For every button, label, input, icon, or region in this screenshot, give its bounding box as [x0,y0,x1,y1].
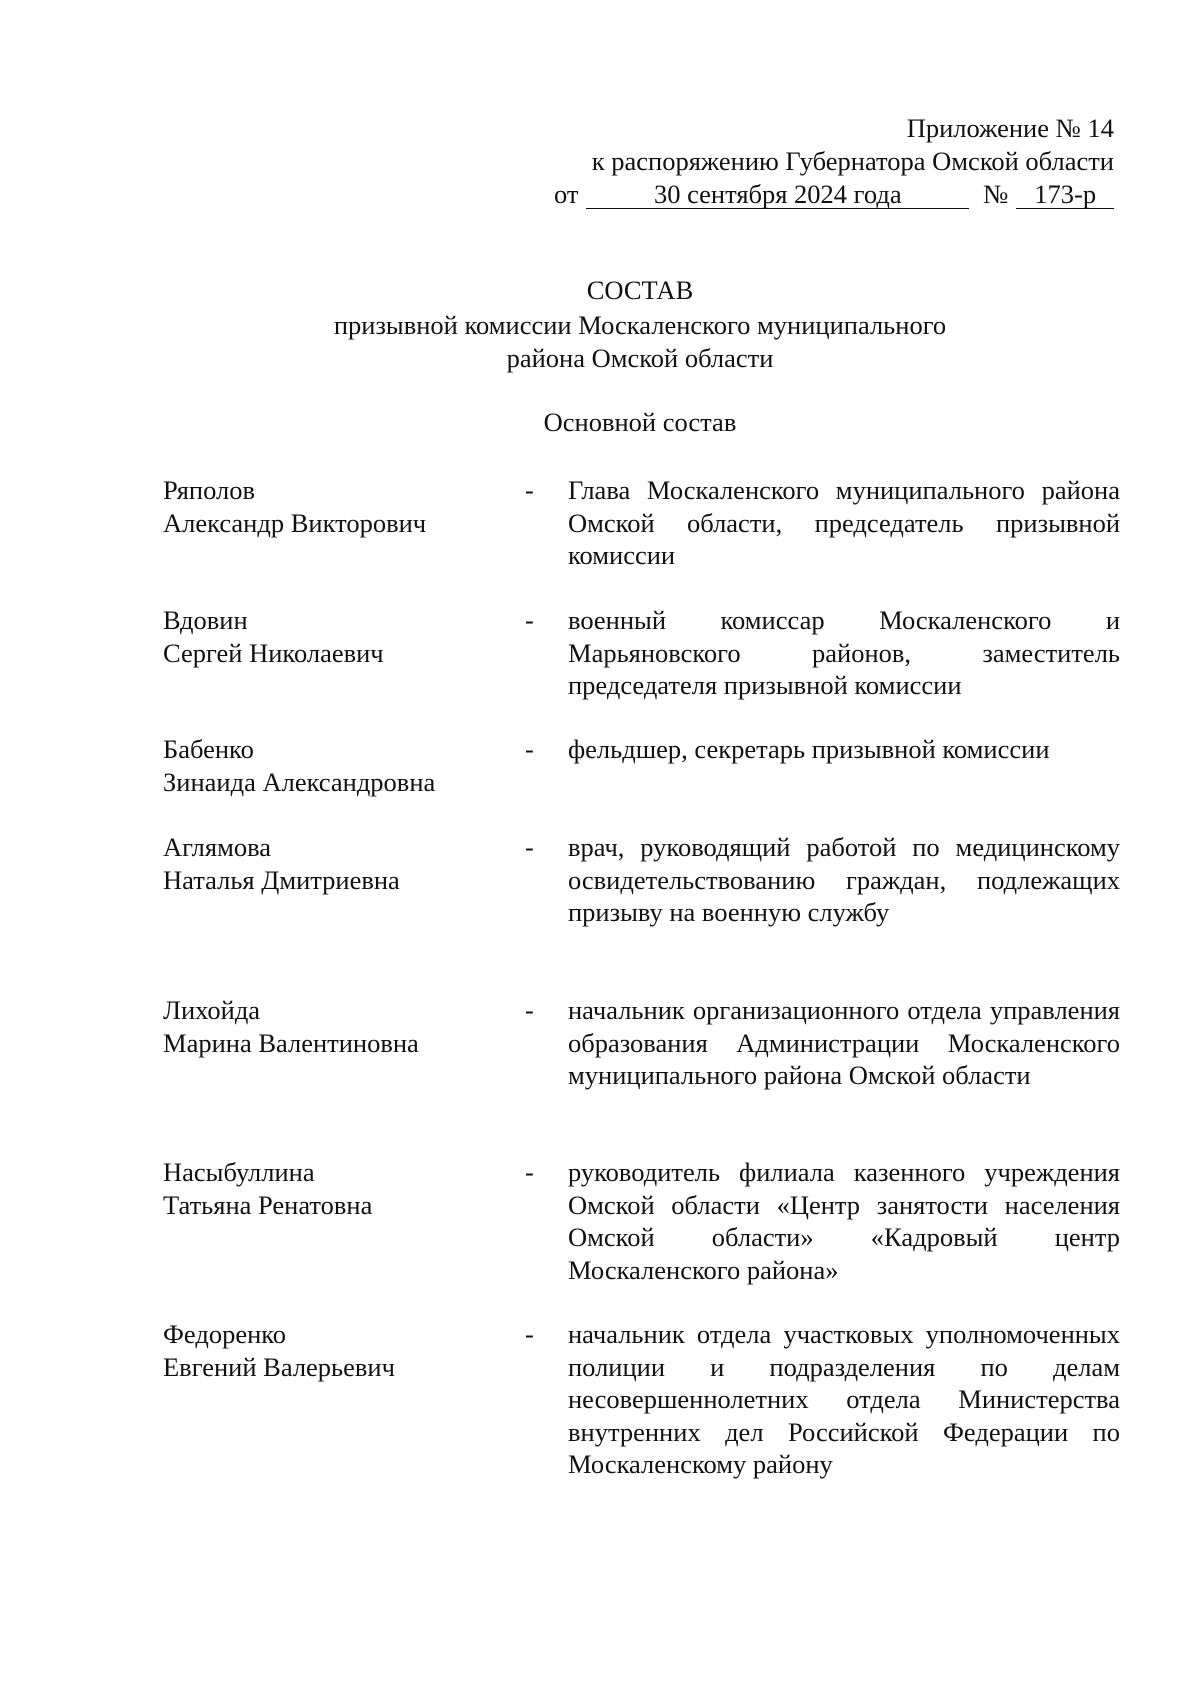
member-given-names: Татьяна Ренатовна [163,1189,373,1220]
member-name [163,1318,523,1383]
member-surname: Аглямова [163,832,272,862]
member-surname: Бабенко [163,734,254,764]
member-surname: Насыбуллина [163,1157,315,1187]
member-role: Глава Москаленского муниципального района Омской области, председатель призывной комиссии [568,475,1120,570]
member-dash: - [525,734,534,764]
member-role: начальник отдела участковых уполномоченных полиции и подразделения по делам несовершеннолетних отдела Министерства внутренних дел Российской Федерации по Москаленскому району [568,1319,1120,1479]
member-name [163,474,523,539]
member-dash: - [525,995,534,1025]
member-surname: Вдовин [163,605,248,635]
title-main: СОСТАВ [586,275,694,305]
member-given-names: Сергей Николаевич [163,637,384,668]
member-role: фельдшер, секретарь призывной комиссии [568,734,1050,764]
member-dash: - [525,475,534,505]
member-given-names: Наталья Дмитриевна [163,864,400,895]
member-role: военный комиссар Москаленского и Марьяновского районов, заместитель председателя призывной комиссии [568,605,1120,700]
appendix-block [554,112,1114,211]
member-given-names: Александр Викторович [163,507,427,538]
member-dash: - [525,1319,534,1349]
order-number: 173-р [1016,180,1114,209]
appendix-number-line: Приложение № 14 [906,113,1114,143]
member-given-names: Марина Валентиновна [163,1027,419,1058]
member-role: руководитель филиала казенного учреждения Омской области «Центр занятости населения Омской области» «Кадровый центр Москаленского района» [568,1157,1120,1285]
member-role: врач, руководящий работой по медицинскому освидетельствованию граждан, подлежащих призыву на военную службу [568,832,1120,927]
member-name [163,831,523,896]
order-date-number-line [554,178,1114,211]
number-sign: № [983,179,1009,209]
order-reference-line: к распоряжению Губернатора Омской области [591,146,1114,176]
member-name [163,1156,523,1221]
member-surname: Ряполов [163,475,255,505]
member-name [163,604,523,669]
member-given-names: Евгений Валерьевич [163,1351,395,1382]
member-given-names: Зинаида Александровна [163,766,436,797]
member-name [163,994,523,1059]
title-line-3: района Омской области [506,343,774,373]
document-title [160,274,1120,375]
title-line-2: призывной комиссии Москаленского муниципального [333,310,947,340]
member-role: начальник организационного отдела управления образования Администрации Москаленского муниципального района Омской области [568,995,1120,1090]
member-surname: Лихойда [163,995,261,1025]
member-surname: Федоренко [163,1319,287,1349]
section-heading: Основной состав [543,407,737,437]
order-date: 30 сентября 2024 года [586,180,969,209]
member-name [163,733,523,798]
date-prefix: от [554,179,579,209]
member-dash: - [525,605,534,635]
member-dash: - [525,1157,534,1187]
member-dash: - [525,832,534,862]
